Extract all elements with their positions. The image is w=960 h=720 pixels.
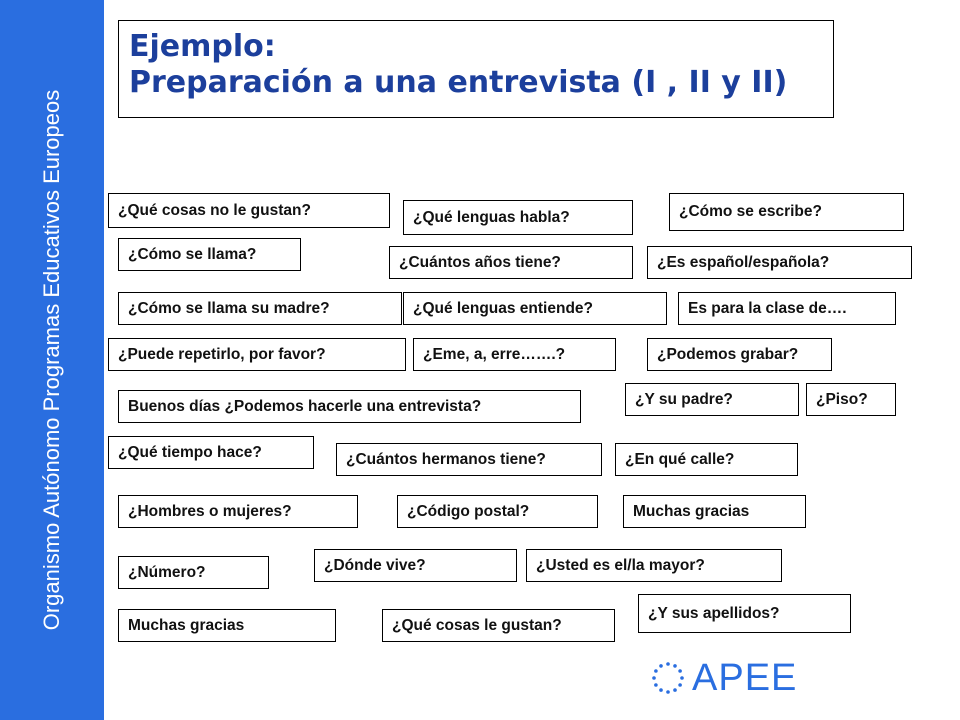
question-box: ¿Hombres o mujeres? bbox=[118, 495, 358, 528]
question-box: ¿Y su padre? bbox=[625, 383, 799, 416]
apee-logo bbox=[650, 655, 797, 701]
question-box: ¿Qué lenguas entiende? bbox=[403, 292, 667, 325]
question-box: ¿Dónde vive? bbox=[314, 549, 517, 582]
question-box: ¿Cómo se llama? bbox=[118, 238, 301, 271]
question-box: ¿Cuántos hermanos tiene? bbox=[336, 443, 602, 476]
eu-stars-icon bbox=[650, 660, 686, 696]
question-box: ¿Podemos grabar? bbox=[647, 338, 832, 371]
sidebar bbox=[0, 0, 104, 720]
logo-text: APEE bbox=[692, 656, 798, 699]
question-box: ¿Eme, a, erre…….? bbox=[413, 338, 616, 371]
question-box: ¿Código postal? bbox=[397, 495, 598, 528]
title-line-2: Preparación a una entrevista (I , II y II) bbox=[129, 65, 788, 100]
question-box: ¿Es español/española? bbox=[647, 246, 912, 279]
question-box: Muchas gracias bbox=[623, 495, 806, 528]
question-box: Es para la clase de…. bbox=[678, 292, 896, 325]
sidebar-organization-name: Organismo Autónomo Programas Educativos Europeos bbox=[39, 89, 64, 631]
question-box: ¿Cómo se escribe? bbox=[669, 193, 904, 231]
question-box: ¿Cuántos años tiene? bbox=[389, 246, 633, 279]
question-box: ¿Piso? bbox=[806, 383, 896, 416]
question-box: ¿Qué cosas le gustan? bbox=[382, 609, 615, 642]
question-box: ¿Qué cosas no le gustan? bbox=[108, 193, 390, 228]
question-box: ¿Qué lenguas habla? bbox=[403, 200, 633, 235]
question-box: ¿Número? bbox=[118, 556, 269, 589]
question-box: ¿Puede repetirlo, por favor? bbox=[108, 338, 406, 371]
question-box: ¿En qué calle? bbox=[615, 443, 798, 476]
question-box: ¿Qué tiempo hace? bbox=[108, 436, 314, 469]
question-box: ¿Cómo se llama su madre? bbox=[118, 292, 402, 325]
title-line-1: Ejemplo: bbox=[129, 29, 276, 64]
question-box: ¿Usted es el/la mayor? bbox=[526, 549, 782, 582]
title-box bbox=[118, 20, 834, 118]
question-box: Muchas gracias bbox=[118, 609, 336, 642]
question-box: Buenos días ¿Podemos hacerle una entrevista? bbox=[118, 390, 581, 423]
question-box: ¿Y sus apellidos? bbox=[638, 594, 851, 633]
